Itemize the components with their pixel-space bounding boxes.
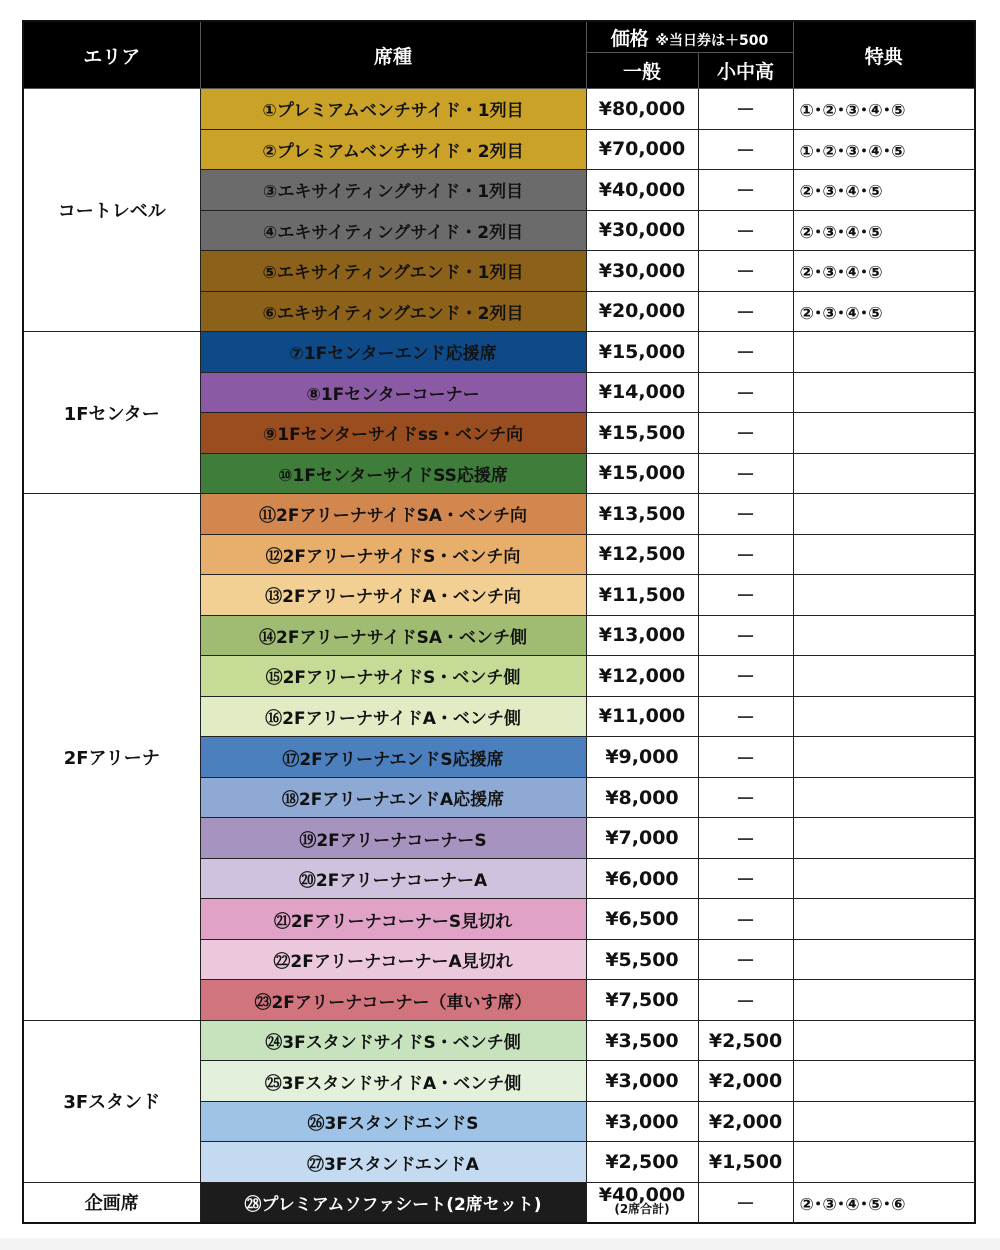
- child-price-cell: －: [698, 534, 793, 575]
- price-cell: ¥6,000: [586, 858, 698, 899]
- seat-cell: ⑦1Fセンターエンド応援席: [200, 332, 586, 373]
- seat-cell: ⑯2FアリーナサイドA・ベンチ側: [200, 696, 586, 737]
- child-price-cell: －: [698, 696, 793, 737]
- price-note: (2席合計): [614, 1202, 670, 1217]
- perks-cell: [793, 372, 975, 413]
- price-cell: ¥6,500: [586, 899, 698, 940]
- child-price-cell: －: [698, 210, 793, 251]
- seat-cell: ⑲2FアリーナコーナーS: [200, 818, 586, 859]
- price-cell: ¥40,000: [586, 170, 698, 211]
- price-cell: ¥13,000: [586, 615, 698, 656]
- header-general: 一般: [586, 53, 698, 89]
- seat-cell: ⑧1Fセンターコーナー: [200, 372, 586, 413]
- seat-cell: ⑪2FアリーナサイドSA・ベンチ向: [200, 494, 586, 535]
- price-cell: ¥14,000: [586, 372, 698, 413]
- header-child: 小中高: [698, 53, 793, 89]
- perks-cell: [793, 939, 975, 980]
- seat-cell: ⑳2FアリーナコーナーA: [200, 858, 586, 899]
- perks-cell: [793, 696, 975, 737]
- seat-cell: ⑩1FセンターサイドSS応援席: [200, 453, 586, 494]
- table-row: [23, 1182, 975, 1223]
- seat-cell: ㉘プレミアムソファシート(2席セット): [200, 1182, 586, 1223]
- area-cell: コートレベル: [23, 89, 200, 332]
- seat-cell: ③エキサイティングサイド・1列目: [200, 170, 586, 211]
- perks-cell: [793, 534, 975, 575]
- perks-cell: [793, 980, 975, 1021]
- perks-cell: [793, 737, 975, 778]
- price-value: ¥40,000: [598, 1184, 686, 1207]
- child-price-cell: ¥2,000: [698, 1101, 793, 1142]
- child-price-cell: －: [698, 777, 793, 818]
- perks-cell: [793, 494, 975, 535]
- table-row: [23, 1020, 975, 1061]
- perks-cell: [793, 656, 975, 697]
- price-cell: ¥20,000: [586, 291, 698, 332]
- child-price-cell: －: [698, 656, 793, 697]
- seat-cell: ㉔3FスタンドサイドS・ベンチ側: [200, 1020, 586, 1061]
- table-header: [23, 21, 975, 89]
- child-price-cell: －: [698, 453, 793, 494]
- header-perks: 特典: [793, 21, 975, 89]
- perks-cell: ②･③･④･⑤: [793, 170, 975, 211]
- perks-cell: [793, 777, 975, 818]
- price-cell: ¥12,000: [586, 656, 698, 697]
- child-price-cell: －: [698, 170, 793, 211]
- child-price-cell: －: [698, 332, 793, 373]
- seat-cell: ㉓2Fアリーナコーナー（車いす席）: [200, 980, 586, 1021]
- child-price-cell: －: [698, 939, 793, 980]
- area-cell: 1Fセンター: [23, 332, 200, 494]
- price-cell: ¥9,000: [586, 737, 698, 778]
- area-cell: 3Fスタンド: [23, 1020, 200, 1182]
- perks-cell: ②･③･④･⑤: [793, 291, 975, 332]
- bottom-strip: [0, 1238, 1000, 1250]
- perks-cell: [793, 1142, 975, 1183]
- price-cell: ¥70,000: [586, 129, 698, 170]
- perks-cell: [793, 332, 975, 373]
- area-cell: 企画席: [23, 1182, 200, 1223]
- seat-cell: ⑰2FアリーナエンドS応援席: [200, 737, 586, 778]
- price-cell: ¥15,000: [586, 453, 698, 494]
- seat-cell: ⑤エキサイティングエンド・1列目: [200, 251, 586, 292]
- header-seat: 席種: [200, 21, 586, 89]
- perks-cell: [793, 575, 975, 616]
- price-cell: ¥13,500: [586, 494, 698, 535]
- child-price-cell: －: [698, 737, 793, 778]
- seat-cell: ㉒2FアリーナコーナーA見切れ: [200, 939, 586, 980]
- perks-cell: [793, 1061, 975, 1102]
- seat-cell: ②プレミアムベンチサイド・2列目: [200, 129, 586, 170]
- perks-cell: ①･②･③･④･⑤: [793, 129, 975, 170]
- price-cell: ¥3,000: [586, 1101, 698, 1142]
- perks-cell: ②･③･④･⑤･⑥: [793, 1182, 975, 1223]
- child-price-cell: －: [698, 413, 793, 454]
- seat-cell: ⑨1Fセンターサイドss・ベンチ向: [200, 413, 586, 454]
- price-cell: ¥30,000: [586, 251, 698, 292]
- seat-cell: ㉗3FスタンドエンドA: [200, 1142, 586, 1183]
- seat-cell: ⑭2FアリーナサイドSA・ベンチ側: [200, 615, 586, 656]
- seat-cell: ⑱2FアリーナエンドA応援席: [200, 777, 586, 818]
- price-cell: ¥15,500: [586, 413, 698, 454]
- table-body: [23, 89, 975, 1224]
- child-price-cell: ¥2,000: [698, 1061, 793, 1102]
- price-cell: ¥7,500: [586, 980, 698, 1021]
- price-cell: ¥30,000: [586, 210, 698, 251]
- table-row: [23, 494, 975, 535]
- price-cell: ¥5,500: [586, 939, 698, 980]
- price-cell: ¥11,000: [586, 696, 698, 737]
- perks-cell: [793, 615, 975, 656]
- table-row: [23, 89, 975, 130]
- child-price-cell: －: [698, 372, 793, 413]
- seat-cell: ④エキサイティングサイド・2列目: [200, 210, 586, 251]
- perks-cell: [793, 818, 975, 859]
- price-cell: ¥15,000: [586, 332, 698, 373]
- price-cell: ¥3,000: [586, 1061, 698, 1102]
- perks-cell: [793, 453, 975, 494]
- child-price-cell: －: [698, 129, 793, 170]
- child-price-cell: －: [698, 1182, 793, 1223]
- area-cell: 2Fアリーナ: [23, 494, 200, 1021]
- price-cell: ¥11,500: [586, 575, 698, 616]
- seat-cell: ⑬2FアリーナサイドA・ベンチ向: [200, 575, 586, 616]
- perks-cell: [793, 413, 975, 454]
- price-cell: ¥8,000: [586, 777, 698, 818]
- table-row: [23, 332, 975, 373]
- child-price-cell: －: [698, 251, 793, 292]
- price-cell: ¥2,500: [586, 1142, 698, 1183]
- child-price-cell: －: [698, 615, 793, 656]
- seat-cell: ⑥エキサイティングエンド・2列目: [200, 291, 586, 332]
- seat-cell: ㉑2FアリーナコーナーS見切れ: [200, 899, 586, 940]
- price-cell: ¥12,500: [586, 534, 698, 575]
- seat-cell: ㉖3FスタンドエンドS: [200, 1101, 586, 1142]
- perks-cell: ②･③･④･⑤: [793, 251, 975, 292]
- child-price-cell: －: [698, 980, 793, 1021]
- child-price-cell: －: [698, 818, 793, 859]
- header-price: [586, 21, 793, 53]
- child-price-cell: －: [698, 899, 793, 940]
- perks-cell: ①･②･③･④･⑤: [793, 89, 975, 130]
- seat-cell: ⑮2FアリーナサイドS・ベンチ側: [200, 656, 586, 697]
- price-cell: [586, 1182, 698, 1223]
- ticket-price-table: [22, 20, 976, 1224]
- child-price-cell: －: [698, 494, 793, 535]
- perks-cell: [793, 1020, 975, 1061]
- price-cell: ¥7,000: [586, 818, 698, 859]
- child-price-cell: －: [698, 858, 793, 899]
- header-area: エリア: [23, 21, 200, 89]
- perks-cell: [793, 858, 975, 899]
- perks-cell: [793, 899, 975, 940]
- seat-cell: ⑫2FアリーナサイドS・ベンチ向: [200, 534, 586, 575]
- perks-cell: ②･③･④･⑤: [793, 210, 975, 251]
- child-price-cell: －: [698, 89, 793, 130]
- perks-cell: [793, 1101, 975, 1142]
- child-price-cell: ¥1,500: [698, 1142, 793, 1183]
- header-price-note: ※当日券は＋500: [655, 32, 769, 49]
- child-price-cell: ¥2,500: [698, 1020, 793, 1061]
- price-cell: ¥3,500: [586, 1020, 698, 1061]
- seat-cell: ㉕3FスタンドサイドA・ベンチ側: [200, 1061, 586, 1102]
- header-price-label: 価格: [610, 27, 649, 50]
- child-price-cell: －: [698, 291, 793, 332]
- seat-cell: ①プレミアムベンチサイド・1列目: [200, 89, 586, 130]
- price-cell: ¥80,000: [586, 89, 698, 130]
- child-price-cell: －: [698, 575, 793, 616]
